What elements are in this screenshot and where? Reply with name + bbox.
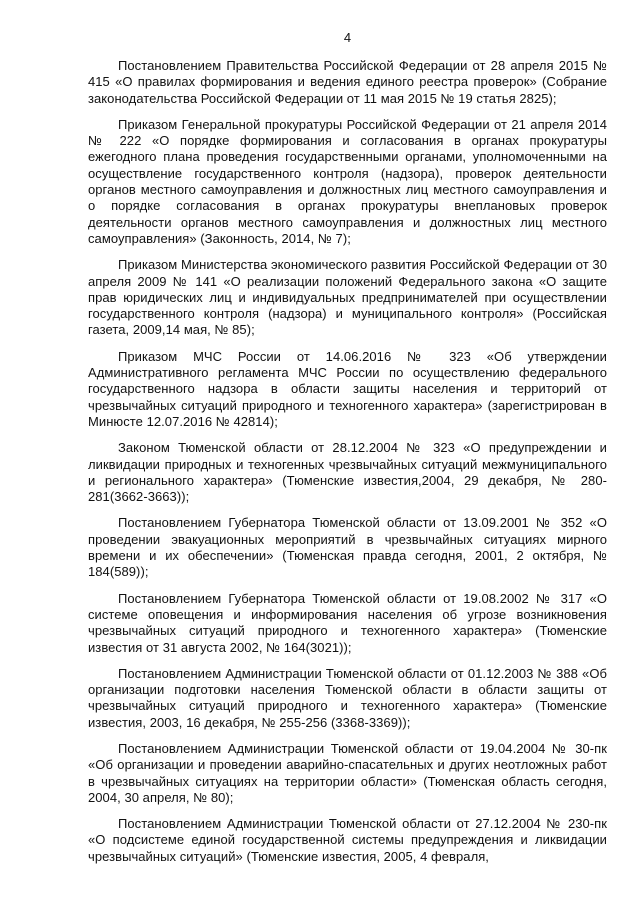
paragraph-6: Постановлением Губернатора Тюменской области от 13.09.2001 № 352 «О проведении эвакуационных мероприятий в чрезвычайных ситуациях мирного времени и их обеспечении» (Тюменская правда сегодня, 2001, 2 октября, № 184(589)); [88, 515, 607, 580]
paragraph-8: Постановлением Администрации Тюменской области от 01.12.2003 № 388 «Об организации подготовки населения Тюменской области в области защиты от чрезвычайных ситуаций природного и техногенного характера» (Тюменские известия, 2003, 16 декабря, № 255-256 (3368-3369)); [88, 665, 607, 730]
paragraph-1: Постановлением Правительства Российской Федерации от 28 апреля 2015 № 415 «О правилах формирования и ведения единого реестра проверок» (Собрание законодательства Российской Федерации от 11 мая 2015 № 19 статья 2825); [88, 58, 607, 106]
paragraph-3: Приказом Министерства экономического развития Российской Федерации от 30 апреля 2009 № 141 «О реализации положений Федерального закона «О защите прав юридических лиц и индивидуальных предпринимателей при осуществлении государственного контроля (надзора) и муниципального контроля» (Российская газета, 2009,14 мая, № 85); [88, 257, 607, 338]
paragraph-2: Приказом Генеральной прокуратуры Российской Федерации от 21 апреля 2014 № 222 «О порядке формирования и согласования в органах прокуратуры ежегодного плана проведения государственными органами, уполномоченными на осуществление государственного контроля (надзора), проверок деятельности органов местного самоуправления и должностных лиц местного самоуправления и о порядке согласования в органах прокуратуры внеплановых проверок деятельности органов местного самоуправления и должностных лиц местного самоуправления» (Законность, 2014, № 7); [88, 116, 607, 246]
paragraph-9: Постановлением Администрации Тюменской области от 19.04.2004 № 30-пк «Об организации и проведении аварийно-спасательных и других неотложных работ в чрезвычайных ситуациях на территории области» (Тюменская область сегодня, 2004, 30 апреля, № 80); [88, 740, 607, 805]
page-number: 4 [343, 30, 352, 45]
paragraph-10: Постановлением Администрации Тюменской области от 27.12.2004 № 230-пк «О подсистеме единой государственной системы предупреждения и ликвидации чрезвычайных ситуаций» (Тюменские известия, 2005, 4 февраля, [88, 816, 607, 864]
paragraph-4: Приказом МЧС России от 14.06.2016 № 323 «Об утверждении Административного регламента МЧС России по осуществлению федерального государственного надзора в области защиты населения и территорий от чрезвычайных ситуаций природного и техногенного характера» (зарегистрирован в Минюсте 12.07.2016 № 42814); [88, 348, 607, 429]
paragraph-7: Постановлением Губернатора Тюменской области от 19.08.2002 № 317 «О системе оповещения и информирования населения об угрозе возникновения чрезвычайных ситуаций природного и техногенного характера» (Тюменские известия от 31 августа 2002, № 164(3021)); [88, 590, 607, 655]
paragraph-5: Законом Тюменской области от 28.12.2004 № 323 «О предупреждении и ликвидации природных и техногенных чрезвычайных ситуаций межмуниципального и регионального характера» (Тюменские известия,2004, 29 декабря, № 280-281(3662-3663)); [88, 440, 607, 505]
